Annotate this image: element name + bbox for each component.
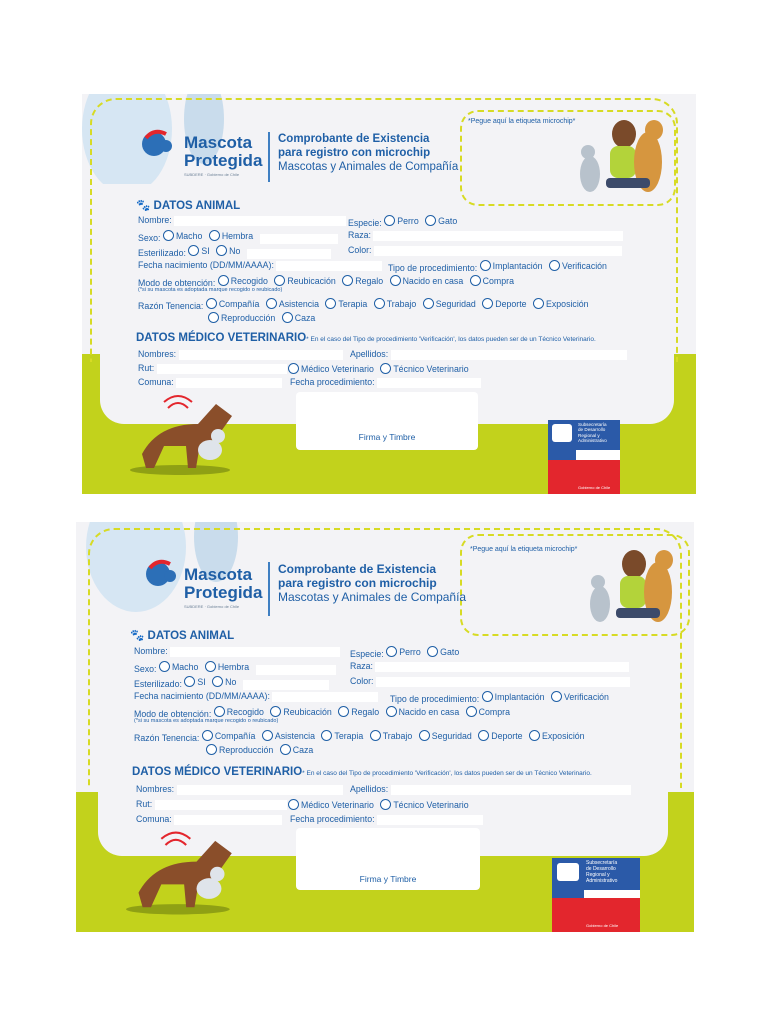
fecha-nacimiento-field[interactable] (272, 692, 378, 702)
option-gato[interactable]: Gato (427, 646, 459, 657)
row-apellidos: Apellidos: (350, 784, 631, 795)
firma-label: Firma y Timbre (359, 874, 417, 884)
option-implantacion[interactable]: Implantación (482, 691, 545, 702)
raza-field[interactable] (373, 231, 623, 241)
datos-animal-heading: 🐾 DATOS ANIMAL (136, 200, 241, 212)
row-nombres: Nombres: (136, 784, 343, 795)
paw-icon: 🐾 (130, 630, 145, 642)
row-modo-obtencion: Modo de obtención: Recogido Reubicación Regalo Nacido en casa Compra (134, 706, 510, 719)
firma-timbre-box[interactable] (296, 828, 480, 890)
option-compra[interactable]: Compra (470, 275, 514, 286)
sexo-field (260, 234, 338, 244)
option-asistencia[interactable]: Asistencia (262, 730, 315, 741)
row-color: Color: (348, 245, 622, 256)
row-nombres: Nombres: (138, 349, 343, 360)
option-verificacion[interactable]: Verificación (551, 691, 609, 702)
nota-adoptada: (*si su mascota es adoptada marque recogido o reubicado) (138, 287, 283, 293)
option-reubicacion[interactable]: Reubicación (274, 275, 335, 286)
option-recogido[interactable]: Recogido (218, 275, 268, 286)
row-nombre: Nombre: (138, 215, 346, 226)
option-nacido-en-casa[interactable]: Nacido en casa (390, 275, 464, 286)
gobierno-logo (548, 420, 620, 494)
paw-icon: 🐾 (136, 200, 151, 212)
raza-field[interactable] (375, 662, 629, 672)
option-no[interactable]: No (212, 676, 236, 687)
row-fecha-procedimiento: Fecha procedimiento: (290, 377, 481, 388)
person-with-pets-illustration (568, 104, 672, 204)
datos-vet-heading: DATOS MÉDICO VETERINARIO* En el caso del Tipo de procedimiento 'Verificación', los datos pueden ser de un Técnico Veterinario. (136, 332, 596, 344)
option-reproduccion[interactable]: Reproducción (206, 744, 273, 755)
row-fecha-procedimiento: Fecha procedimiento: (290, 814, 483, 825)
row-tipo-vet (288, 799, 473, 812)
apellidos-field[interactable] (391, 350, 627, 360)
datos-animal-heading: 🐾 DATOS ANIMAL (130, 630, 235, 642)
rut-field[interactable] (157, 364, 287, 374)
form-card-2 (76, 522, 694, 932)
option-regalo[interactable]: Regalo (338, 706, 379, 717)
color-field[interactable] (374, 246, 622, 256)
nombres-field[interactable] (179, 350, 343, 360)
divider (268, 132, 270, 182)
option-exposicion[interactable]: Exposición (529, 730, 585, 741)
option-no[interactable]: No (216, 245, 240, 256)
row-rut: Rut: (138, 363, 287, 374)
option-reubicacion[interactable]: Reubicación (270, 706, 331, 717)
option-seguridad[interactable]: Seguridad (419, 730, 472, 741)
apellidos-field[interactable] (391, 785, 631, 795)
option-caza[interactable]: Caza (282, 312, 316, 323)
logo (132, 128, 272, 188)
form-title: Comprobante de Existencia para registro con microchip Mascotas y Animales de Compañía (278, 133, 459, 173)
row-razon-tenencia-2 (208, 312, 319, 325)
option-compania[interactable]: Compañía (202, 730, 256, 741)
gov-footer: Gobierno de Chile (578, 485, 611, 490)
option-perro[interactable]: Perro (386, 646, 421, 657)
row-rut: Rut: (136, 799, 287, 810)
microchip-label: *Pegue aquí la etiqueta microchip* (468, 118, 576, 125)
option-implantacion[interactable]: Implantación (480, 260, 543, 271)
row-razon-tenencia-2 (206, 744, 317, 757)
option-recogido[interactable]: Recogido (214, 706, 264, 717)
logo-name: Mascota Protegida (184, 133, 263, 170)
row-modo-obtencion: Modo de obtención: Recogido Reubicación Regalo Nacido en casa Compra (138, 275, 514, 288)
esterilizado-field (247, 249, 331, 259)
nombre-field[interactable] (170, 647, 340, 657)
sexo-field (256, 665, 336, 675)
row-razon-tenencia: Razón Tenencia: Compañía Asistencia Terapia Trabajo Seguridad Deporte Exposición (138, 298, 589, 311)
microchip-label: *Pegue aquí la etiqueta microchip* (470, 546, 578, 553)
row-raza: Raza: (350, 661, 629, 672)
escudo-icon (552, 424, 572, 442)
option-perro[interactable]: Perro (384, 215, 419, 226)
option-medico-veterinario[interactable]: Médico Veterinario (288, 363, 374, 374)
option-tecnico-veterinario[interactable]: Técnico Veterinario (380, 363, 468, 374)
option-deporte[interactable]: Deporte (478, 730, 522, 741)
option-macho[interactable]: Macho (163, 230, 202, 241)
option-macho[interactable]: Macho (159, 661, 198, 672)
comuna-field[interactable] (174, 815, 282, 825)
option-exposicion[interactable]: Exposición (533, 298, 589, 309)
option-trabajo[interactable]: Trabajo (370, 730, 413, 741)
divider (268, 562, 270, 616)
person-with-pets-illustration (576, 534, 684, 634)
row-sexo: Sexo: Macho Hembra (138, 230, 338, 244)
row-comuna: Comuna: (138, 377, 282, 388)
option-compania[interactable]: Compañía (206, 298, 260, 309)
row-esterilizado: Esterilizado: SI No (138, 245, 331, 259)
row-sexo: Sexo: Macho Hembra (134, 661, 336, 675)
option-seguridad[interactable]: Seguridad (423, 298, 476, 309)
option-reproduccion[interactable]: Reproducción (208, 312, 275, 323)
row-apellidos: Apellidos: (350, 349, 627, 360)
form-title: Comprobante de Existencia para registro con microchip Mascotas y Animales de Compañía (278, 562, 467, 604)
logo-subtitle: SUBDERE · Gobierno de Chile (184, 604, 240, 609)
nombre-field[interactable] (174, 216, 346, 226)
option-caza[interactable]: Caza (280, 744, 314, 755)
color-field[interactable] (376, 677, 630, 687)
datos-vet-heading: DATOS MÉDICO VETERINARIO* En el caso del Tipo de procedimiento 'Verificación', los datos pueden ser de un Técnico Veterinario. (132, 766, 592, 778)
dog-and-cat-illustration (124, 830, 238, 916)
row-tipo-procedimiento: Tipo de procedimiento: Implantación Verificación (388, 260, 607, 273)
option-compra[interactable]: Compra (466, 706, 510, 717)
option-medico-veterinario[interactable]: Médico Veterinario (288, 799, 374, 810)
gov-text: Subsecretaría de Desarrollo Regional y Administrativo (586, 860, 618, 884)
escudo-icon (557, 863, 579, 881)
row-tipo-vet (288, 363, 473, 376)
fecha-procedimiento-field[interactable] (377, 378, 481, 388)
gov-footer: Gobierno de Chile (586, 923, 619, 928)
row-nombre: Nombre: (134, 646, 340, 657)
option-regalo[interactable]: Regalo (342, 275, 383, 286)
logo-subtitle: SUBDERE · Gobierno de Chile (184, 172, 240, 177)
firma-label: Firma y Timbre (358, 432, 416, 442)
option-si[interactable]: SI (184, 676, 205, 687)
option-trabajo[interactable]: Trabajo (374, 298, 417, 309)
row-razon-tenencia: Razón Tenencia: Compañía Asistencia Terapia Trabajo Seguridad Deporte Exposición (134, 730, 585, 743)
form-card-1 (82, 94, 696, 494)
dog-and-cat-illustration (128, 394, 238, 476)
gov-text: Subsecretaría de Desarrollo Regional y Administrativo (578, 422, 607, 444)
nota-adoptada: (*si su mascota es adoptada marque recogido o reubicado) (134, 718, 279, 724)
option-verificacion[interactable]: Verificación (549, 260, 607, 271)
gobierno-logo (552, 858, 640, 932)
option-si[interactable]: SI (188, 245, 209, 256)
option-deporte[interactable]: Deporte (482, 298, 526, 309)
option-tecnico-veterinario[interactable]: Técnico Veterinario (380, 799, 468, 810)
option-hembra[interactable]: Hembra (209, 230, 253, 241)
row-especie: Especie: Perro Gato (348, 215, 458, 228)
option-hembra[interactable]: Hembra (205, 661, 249, 672)
option-asistencia[interactable]: Asistencia (266, 298, 319, 309)
logo (132, 560, 272, 620)
option-terapia[interactable]: Terapia (325, 298, 367, 309)
firma-timbre-box[interactable] (296, 392, 478, 450)
row-comuna: Comuna: (136, 814, 282, 825)
row-tipo-procedimiento: Tipo de procedimiento: Implantación Verificación (390, 691, 609, 704)
row-especie: Especie: Perro Gato (350, 646, 460, 659)
fecha-nacimiento-field[interactable] (276, 261, 382, 271)
fecha-procedimiento-field[interactable] (377, 815, 483, 825)
vet-note: * En el caso del Tipo de procedimiento 'Verificación', los datos pueden ser de un Técnico Veterinario. (306, 336, 596, 343)
row-esterilizado: Esterilizado: SI No (134, 676, 329, 690)
row-fecha-nacimiento: Fecha nacimiento (DD/MM/AAAA): (138, 260, 382, 271)
option-gato[interactable]: Gato (425, 215, 457, 226)
option-terapia[interactable]: Terapia (321, 730, 363, 741)
row-fecha-nacimiento: Fecha nacimiento (DD/MM/AAAA): (134, 691, 378, 702)
vet-note: * En el caso del Tipo de procedimiento 'Verificación', los datos pueden ser de un Técnico Veterinario. (302, 770, 592, 777)
logo-name: Mascota Protegida (184, 565, 263, 602)
option-nacido-en-casa[interactable]: Nacido en casa (386, 706, 460, 717)
comuna-field[interactable] (176, 378, 282, 388)
row-raza: Raza: (348, 230, 623, 241)
esterilizado-field (243, 680, 329, 690)
rut-field[interactable] (155, 800, 287, 810)
nombres-field[interactable] (177, 785, 343, 795)
row-color: Color: (350, 676, 630, 687)
